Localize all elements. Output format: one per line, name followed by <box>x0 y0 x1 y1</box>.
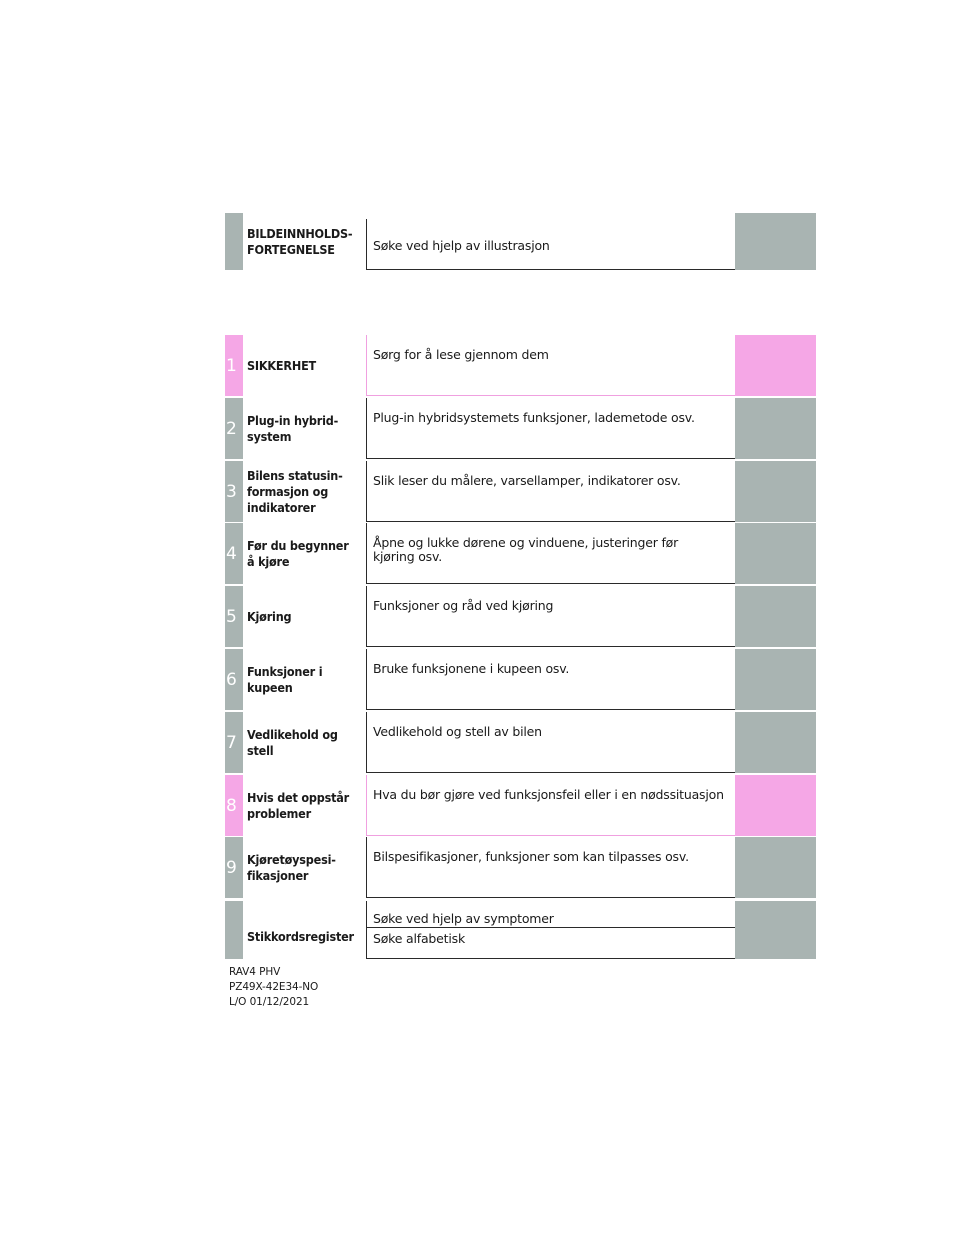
chapter-description: Hva du bør gjøre ved funksjonsfeil eller i en nødssituasjon <box>373 787 724 802</box>
footer-date: L/O 01/12/2021 <box>229 996 310 1008</box>
chapter-description: Vedlikehold og stell av bilen <box>373 724 542 739</box>
chapter-description-box <box>366 523 735 584</box>
header-description: Søke ved hjelp av illustrasjon <box>373 238 550 253</box>
header-description-box <box>366 219 735 270</box>
chapter-row-5[interactable] <box>225 586 816 647</box>
chapter-description-box <box>366 586 735 647</box>
chapter-number: 3 <box>226 481 237 502</box>
chapter-number: 1 <box>226 355 237 376</box>
chapter-description-box <box>366 461 735 522</box>
chapter-side-tab[interactable] <box>735 837 816 898</box>
chapter-title: SIKKERHET <box>247 357 317 373</box>
chapter-description-box <box>366 649 735 710</box>
chapter-title: Bilens statusin- formasjon og indikatorer <box>247 467 343 515</box>
chapter-row-2[interactable] <box>225 398 816 459</box>
index-side-tab[interactable] <box>735 901 816 959</box>
chapter-description: Bruke funksjonene i kupeen osv. <box>373 661 570 676</box>
chapter-row-6[interactable] <box>225 649 816 710</box>
chapter-description: Plug-in hybridsystemets funksjoner, lademetode osv. <box>373 410 695 425</box>
index-number-tab <box>225 901 243 959</box>
header-side-tab[interactable] <box>735 213 816 270</box>
chapter-description: Sørg for å lese gjennom dem <box>373 347 549 362</box>
footer-model: RAV4 PHV <box>229 966 281 978</box>
chapter-number-tab <box>225 837 243 898</box>
header-title: BILDEINNHOLDS- FORTEGNELSE <box>247 225 353 257</box>
chapter-title: Før du begynner å kjøre <box>247 537 349 569</box>
chapter-side-tab[interactable] <box>735 398 816 459</box>
chapter-number-tab <box>225 775 243 836</box>
chapter-side-tab[interactable] <box>735 649 816 710</box>
document-footer <box>229 965 318 1010</box>
footer-code: PZ49X-42E34-NO <box>229 981 319 993</box>
chapter-row-3[interactable] <box>225 461 816 522</box>
chapter-row-7[interactable] <box>225 712 816 773</box>
chapter-number-tab <box>225 586 243 647</box>
chapter-number-tab <box>225 398 243 459</box>
chapter-number-tab <box>225 712 243 773</box>
chapter-row-4[interactable] <box>225 523 816 584</box>
chapter-row-8[interactable] <box>225 775 816 836</box>
chapter-description: Funksjoner og råd ved kjøring <box>373 598 554 613</box>
chapter-number-tab <box>225 335 243 396</box>
chapter-number: 8 <box>226 795 237 816</box>
chapter-number: 6 <box>226 669 237 690</box>
header-number-tab <box>225 213 243 270</box>
chapter-number: 2 <box>226 418 237 439</box>
chapter-description: Åpne og lukke dørene og vinduene, justeringer før kjøring osv. <box>373 535 679 564</box>
index-item-alphabetical[interactable]: Søke alfabetisk <box>373 931 465 946</box>
chapter-row-9[interactable] <box>225 837 816 898</box>
chapter-title: Plug-in hybrid- system <box>247 412 339 444</box>
chapter-description: Slik leser du målere, varsellamper, indikatorer osv. <box>373 473 681 488</box>
chapter-description-box <box>366 712 735 773</box>
chapter-number: 5 <box>226 606 237 627</box>
chapter-description-box <box>366 335 735 396</box>
chapter-row-1[interactable] <box>225 335 816 396</box>
chapter-number: 9 <box>226 857 237 878</box>
chapter-description-box <box>366 837 735 898</box>
chapter-title: Kjøretøyspesi- fikasjoner <box>247 851 336 883</box>
index-description-box <box>366 901 735 959</box>
index-row[interactable] <box>225 901 816 959</box>
index-title: Stikkordsregister <box>247 929 354 944</box>
chapter-number-tab <box>225 523 243 584</box>
chapter-description: Bilspesifikasjoner, funksjoner som kan tilpasses osv. <box>373 849 689 864</box>
chapter-title: Hvis det oppstår problemer <box>247 789 350 821</box>
chapter-number-tab <box>225 649 243 710</box>
chapter-side-tab[interactable] <box>735 335 816 396</box>
chapter-title: Kjøring <box>247 608 292 624</box>
chapter-side-tab[interactable] <box>735 461 816 522</box>
chapter-number-tab <box>225 461 243 522</box>
chapter-description-box <box>366 398 735 459</box>
index-divider <box>367 927 735 928</box>
chapter-number: 7 <box>226 732 237 753</box>
chapter-side-tab[interactable] <box>735 775 816 836</box>
toc-header-row[interactable] <box>225 213 816 270</box>
chapter-side-tab[interactable] <box>735 586 816 647</box>
chapter-side-tab[interactable] <box>735 523 816 584</box>
chapter-number: 4 <box>226 543 237 564</box>
chapter-title: Vedlikehold og stell <box>247 726 338 758</box>
chapter-side-tab[interactable] <box>735 712 816 773</box>
chapter-description-box <box>366 775 735 836</box>
index-item-symptoms[interactable]: Søke ved hjelp av symptomer <box>373 911 554 926</box>
chapter-title: Funksjoner i kupeen <box>247 663 323 695</box>
